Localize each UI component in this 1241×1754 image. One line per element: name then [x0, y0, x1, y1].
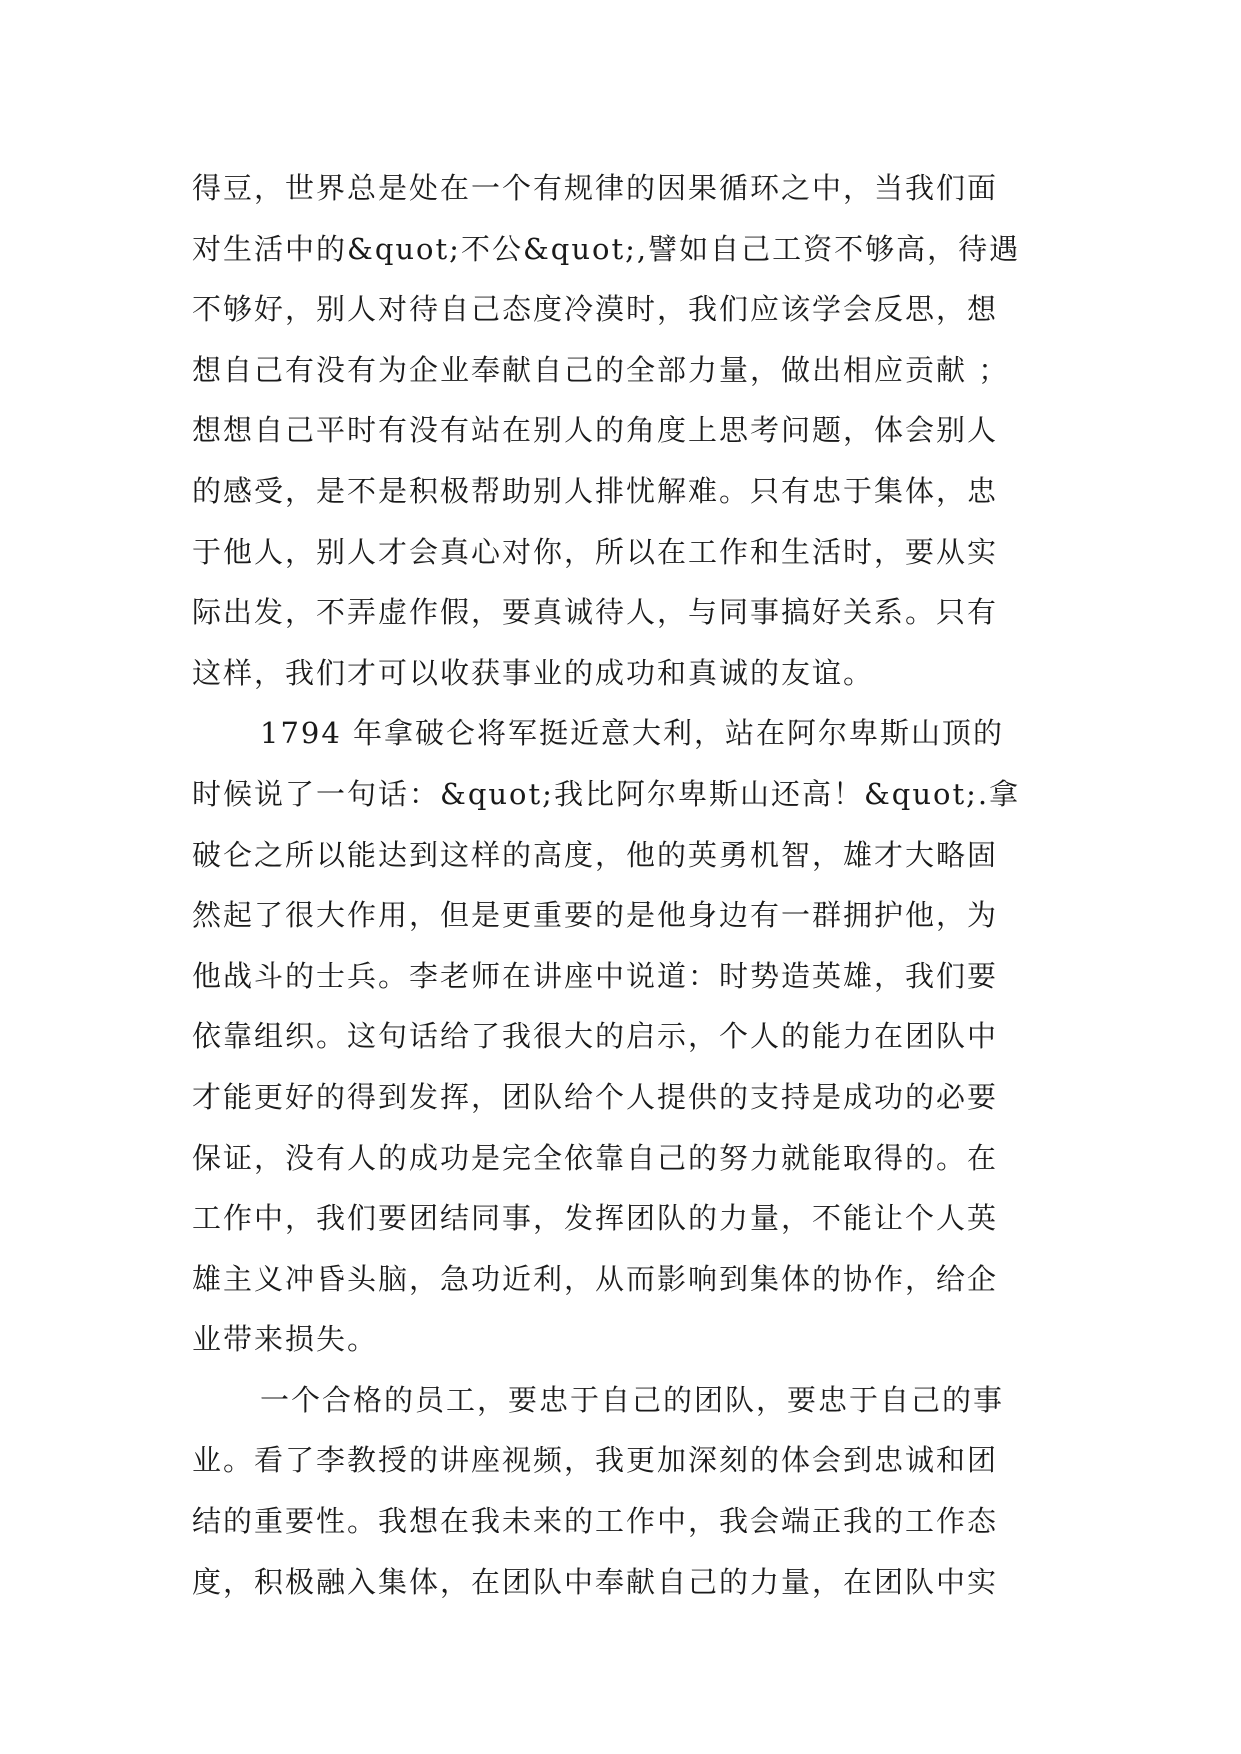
text-line: 破仑之所以能达到这样的高度，他的英勇机智，雄才大略固 [192, 837, 999, 872]
body-text [192, 158, 1062, 1612]
text-line: 业带来损失。 [192, 1322, 379, 1357]
text-line: 度，积极融入集体，在团队中奉献自己的力量，在团队中实 [192, 1564, 999, 1599]
text-line: 业。看了李教授的讲座视频，我更加深刻的体会到忠诚和团 [192, 1443, 999, 1478]
text-line: 雄主义冲昏头脑，急功近利，从而影响到集体的协作，给企 [192, 1261, 999, 1296]
text-line: 的感受，是不是积极帮助别人排忧解难。只有忠于集体，忠 [192, 473, 999, 508]
text-line: 工作中，我们要团结同事，发挥团队的力量，不能让个人英 [192, 1201, 999, 1236]
text-line: 时候说了一句话：&quot;我比阿尔卑斯山还高！&quot;.拿 [192, 776, 1021, 811]
text-line: 这样，我们才可以收获事业的成功和真诚的友谊。 [192, 655, 875, 690]
text-line: 不够好，别人对待自己态度冷漠时，我们应该学会反思，想 [192, 292, 999, 327]
text-line: 想自己有没有为企业奉献自己的全部力量，做出相应贡献 ； [192, 352, 1010, 387]
text-line: 对生活中的&quot;不公&quot;,譬如自己工资不够高，待遇 [192, 231, 1021, 266]
text-line: 保证，没有人的成功是完全依靠自己的努力就能取得的。在 [192, 1140, 999, 1175]
text-line: 结的重要性。我想在我未来的工作中，我会端正我的工作态 [192, 1504, 999, 1539]
text-line: 得豆，世界总是处在一个有规律的因果循环之中，当我们面 [192, 171, 999, 205]
text-line: 1794 年拿破仑将军挺近意大利，站在阿尔卑斯山顶的 [260, 716, 1005, 751]
text-line: 他战斗的士兵。李老师在讲座中说道：时势造英雄，我们要 [192, 958, 999, 993]
text-line: 然起了很大作用，但是更重要的是他身边有一群拥护他，为 [192, 898, 999, 933]
text-line: 一个合格的员工，要忠于自己的团队，要忠于自己的事 [260, 1382, 1005, 1417]
text-line: 际出发，不弄虚作假，要真诚待人，与同事搞好关系。只有 [192, 595, 999, 630]
text-line: 才能更好的得到发挥，团队给个人提供的支持是成功的必要 [192, 1079, 999, 1114]
text-line: 想想自己平时有没有站在别人的角度上思考问题，体会别人 [192, 413, 999, 448]
text-line: 于他人，别人才会真心对你，所以在工作和生活时，要从实 [192, 534, 999, 569]
text-line: 依靠组织。这句话给了我很大的启示，个人的能力在团队中 [192, 1019, 999, 1054]
